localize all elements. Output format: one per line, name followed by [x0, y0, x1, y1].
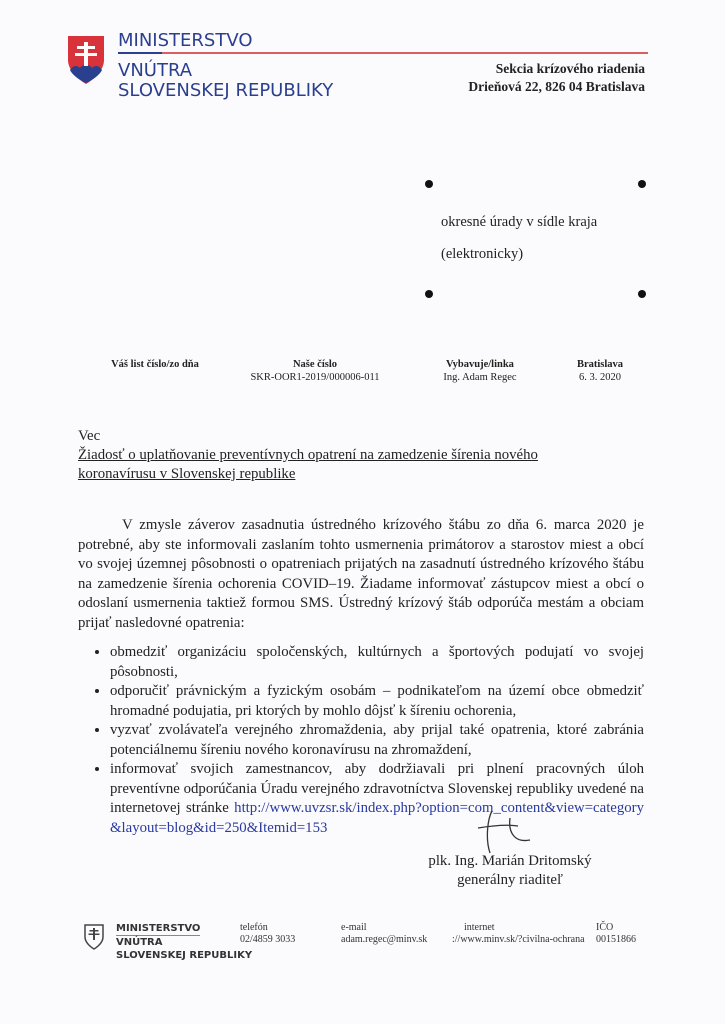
header-divider [118, 52, 648, 54]
measures-list [78, 643, 644, 838]
footer-value: ://www.minv.sk/?civilna-ochrana [452, 934, 585, 945]
ref-our-number [230, 358, 400, 384]
footer-label: e-mail [341, 922, 367, 933]
footer-logo-line: SLOVENSKEJ REPUBLIKY [116, 950, 253, 961]
footer-internet [452, 922, 585, 946]
footer-logo [116, 922, 252, 962]
footer-label: internet [464, 922, 495, 933]
ref-handler [420, 358, 540, 384]
ref-label: Bratislava [576, 359, 624, 370]
footer-logo-line: VNÚTRA [116, 937, 163, 948]
list-item [110, 760, 644, 838]
footer-email [341, 922, 427, 946]
ref-label: Vybavuje/linka [446, 359, 514, 370]
uvzsr-link[interactable]: http://www.uvzsr.sk/index.php?option=com_content&view=category&layout=blog&id=250&Itemid=153 [110, 800, 644, 836]
signature-icon [470, 808, 550, 858]
footer-label: IČO [596, 922, 614, 933]
ref-value: Ing. Adam Regec [443, 372, 517, 383]
footer-label: telefón [240, 922, 268, 933]
address-mark [425, 180, 433, 188]
logo-line-1: MINISTERSTVO [118, 30, 253, 51]
footer-logo-line: MINISTERSTVO [116, 923, 201, 934]
ref-your-letter [90, 358, 220, 371]
letter-body [78, 516, 644, 838]
list-item: • vyzvať zvolávateľa verejného zhromaždenia, aby prijal také opatrenia, ktoré zabránia potenciálnemu šíreniu nového koronavírusu na zhromaždení, [110, 721, 644, 760]
footer-phone [240, 922, 295, 946]
ref-value: 6. 3. 2020 [579, 372, 621, 383]
ref-label: Naše číslo [292, 359, 338, 370]
logo-line-3: SLOVENSKEJ REPUBLIKY [118, 80, 334, 101]
ref-date [560, 358, 640, 384]
subject-label: Vec [78, 428, 101, 444]
footer-value: 02/4859 3033 [240, 934, 296, 945]
ref-label: Váš list číslo/zo dňa [111, 359, 199, 370]
logo-line-2: VNÚTRA [118, 60, 193, 81]
footer-ico [596, 922, 636, 946]
footer-value: adam.regec@minv.sk [341, 934, 428, 945]
section-name: Sekcia krízového riadenia [495, 61, 645, 76]
body-paragraph: V zmysle záverov zasadnutia ústredného krízového štábu zo dňa 6. marca 2020 je potrebné, aby ste informovali zaslaním tohto usmernenia primátorov a starostov miest a obcí vo svojej územnej pôsobnosti o opatreniach prijatých na zasadnutí ústredného krízového štábu na zamedzenie šírenia ochorenia COVID–19. Žiadame informovať zástupcov miest a obcí o odoslaní usmernenia taktiež formou SMS. Ústredný krízový štáb odporúča mestám a obciam prijať nasledovné opatrenia: [78, 517, 644, 631]
header-divider-accent [118, 52, 162, 54]
footer-coat-of-arms-icon [84, 924, 104, 950]
signatory-name: plk. Ing. Marián Dritomský [428, 853, 592, 869]
address-mark [638, 290, 646, 298]
footer-value: 00151866 [596, 934, 636, 945]
sender-block [468, 60, 645, 96]
list-item: • obmedziť organizáciu spoločenských, kultúrnych a športových podujatí vo svojej pôsobnosti, [110, 643, 644, 682]
subject-text: Žiadosť o uplatňovanie preventívnych opatrení na zamedzenie šírenia nového koronavírusu v Slovenskej republike [78, 447, 538, 482]
signatory-title: generálny riaditeľ [457, 872, 563, 888]
signature-block [410, 852, 610, 890]
list-item: • odporučiť právnickým a fyzickým osobám – podnikateľom na území obce obmedziť hromadné podujatia, pri ktorých by mohlo dôjsť k šíreniu ochorenia, [110, 682, 644, 721]
address-mark [638, 180, 646, 188]
recipient-line: (elektronicky) [441, 246, 524, 262]
list-item-text: informovať svojich zamestnancov, aby dodržiavali pri plnení pracovných úloh preventívne odporúčania Úradu verejného zdravotníctva Slovenskej republiky uvedené na internetovej stránke [110, 761, 644, 816]
address-mark [425, 290, 433, 298]
section-address: Drieňová 22, 826 04 Bratislava [468, 79, 645, 94]
coat-of-arms-icon [66, 34, 106, 86]
recipient-line: okresné úrady v sídle kraja [441, 214, 598, 230]
ref-value: SKR-OOR1-2019/000006-011 [250, 372, 380, 383]
